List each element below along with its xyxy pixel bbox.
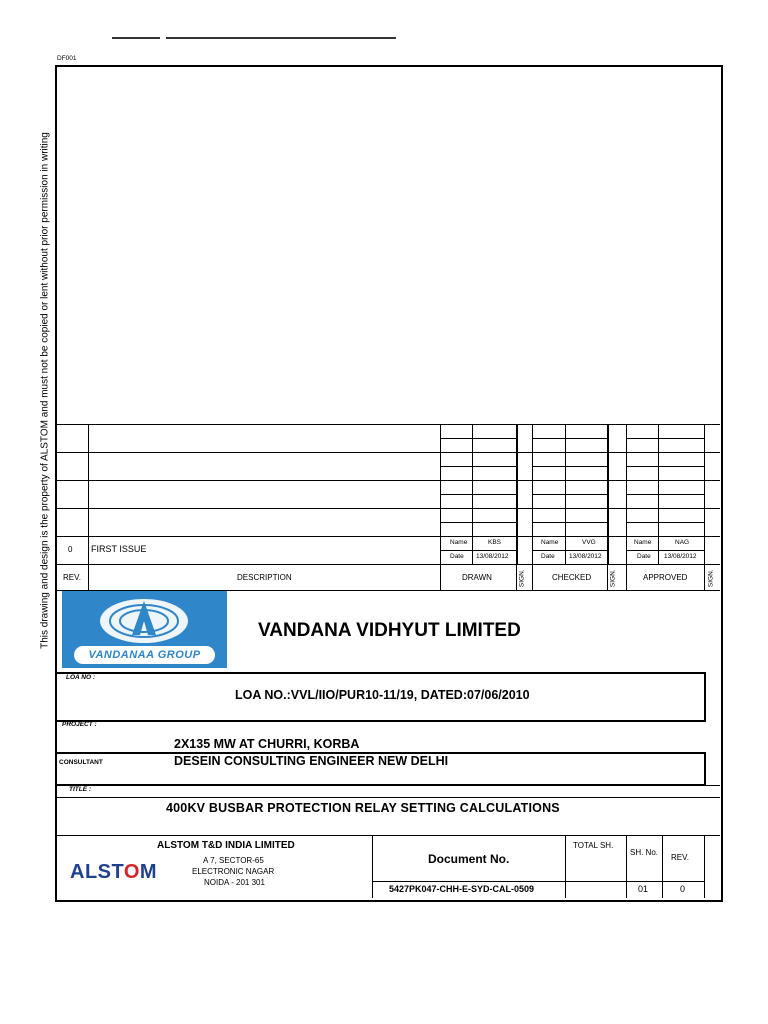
client-name: VANDANA VIDHYUT LIMITED [258,620,521,641]
header-underline [166,37,396,39]
address-line-1: A 7, SECTOR-65 [203,856,264,865]
loa-label: LOA NO : [66,674,96,681]
rev-label: REV. [671,853,689,862]
title-label: TITLE : [69,786,92,793]
property-notice: This drawing and design is the property of ALSTOM and must not be copied or lent without prior permission in writing [39,132,51,649]
rev-header: REV. [63,573,81,582]
document-title: 400KV BUSBAR PROTECTION RELAY SETTING CALCULATIONS [166,801,560,815]
rev-number: 0 [68,545,73,554]
document-number: 5427PK047-CHH-E-SYD-CAL-0509 [389,884,535,894]
vandana-logo [62,591,227,668]
form-code: DF001 [57,55,77,62]
approved-name-label: Name [634,539,652,546]
vandana-logo-text: VANDANAA GROUP [88,649,201,661]
approved-name: NAG [675,539,690,546]
description-header: DESCRIPTION [237,573,292,582]
consultant-label: CONSULTANT [59,759,103,766]
rev-description: FIRST ISSUE [91,544,147,554]
address-line-3: NOIDA - 201 301 [204,878,265,887]
drawn-header: DRAWN [462,573,492,582]
revision-number: 0 [680,884,686,894]
company-name: ALSTOM T&D INDIA LIMITED [157,840,295,851]
drawn-name: KBS [488,539,502,546]
approved-header: APPROVED [643,573,688,582]
checked-header: CHECKED [552,573,592,582]
header-underline [112,37,160,39]
sign-header: SIGN. [707,569,715,588]
checked-name: VVG [582,539,596,546]
alstom-logo-o-icon: O [123,861,140,883]
approved-date: 13/08/2012 [664,553,697,560]
total-sheets-label: TOTAL SH. [573,841,614,850]
project-value: 2X135 MW AT CHURRI, KORBA [174,737,360,751]
approved-date-label: Date [637,553,651,560]
document-no-label: Document No. [428,852,510,866]
sheet-no-label: SH. No. [629,848,658,857]
alstom-logo: ALSTOM [70,861,158,883]
checked-date: 13/08/2012 [569,553,602,560]
checked-date-label: Date [541,553,555,560]
sheet-number: 01 [638,884,649,894]
drawn-date: 13/08/2012 [476,553,509,560]
consultant-value: DESEIN CONSULTING ENGINEER NEW DELHI [174,754,449,768]
sign-header: SIGN. [518,569,526,588]
project-label: PROJECT : [62,721,97,728]
sign-header: SIGN. [609,569,617,588]
address-line-2: ELECTRONIC NAGAR [192,867,275,876]
loa-value: LOA NO.:VVL/IIO/PUR10-11/19, DATED:07/06/2010 [235,688,530,702]
drawn-date-label: Date [450,553,464,560]
drawn-name-label: Name [450,539,468,546]
checked-name-label: Name [541,539,559,546]
